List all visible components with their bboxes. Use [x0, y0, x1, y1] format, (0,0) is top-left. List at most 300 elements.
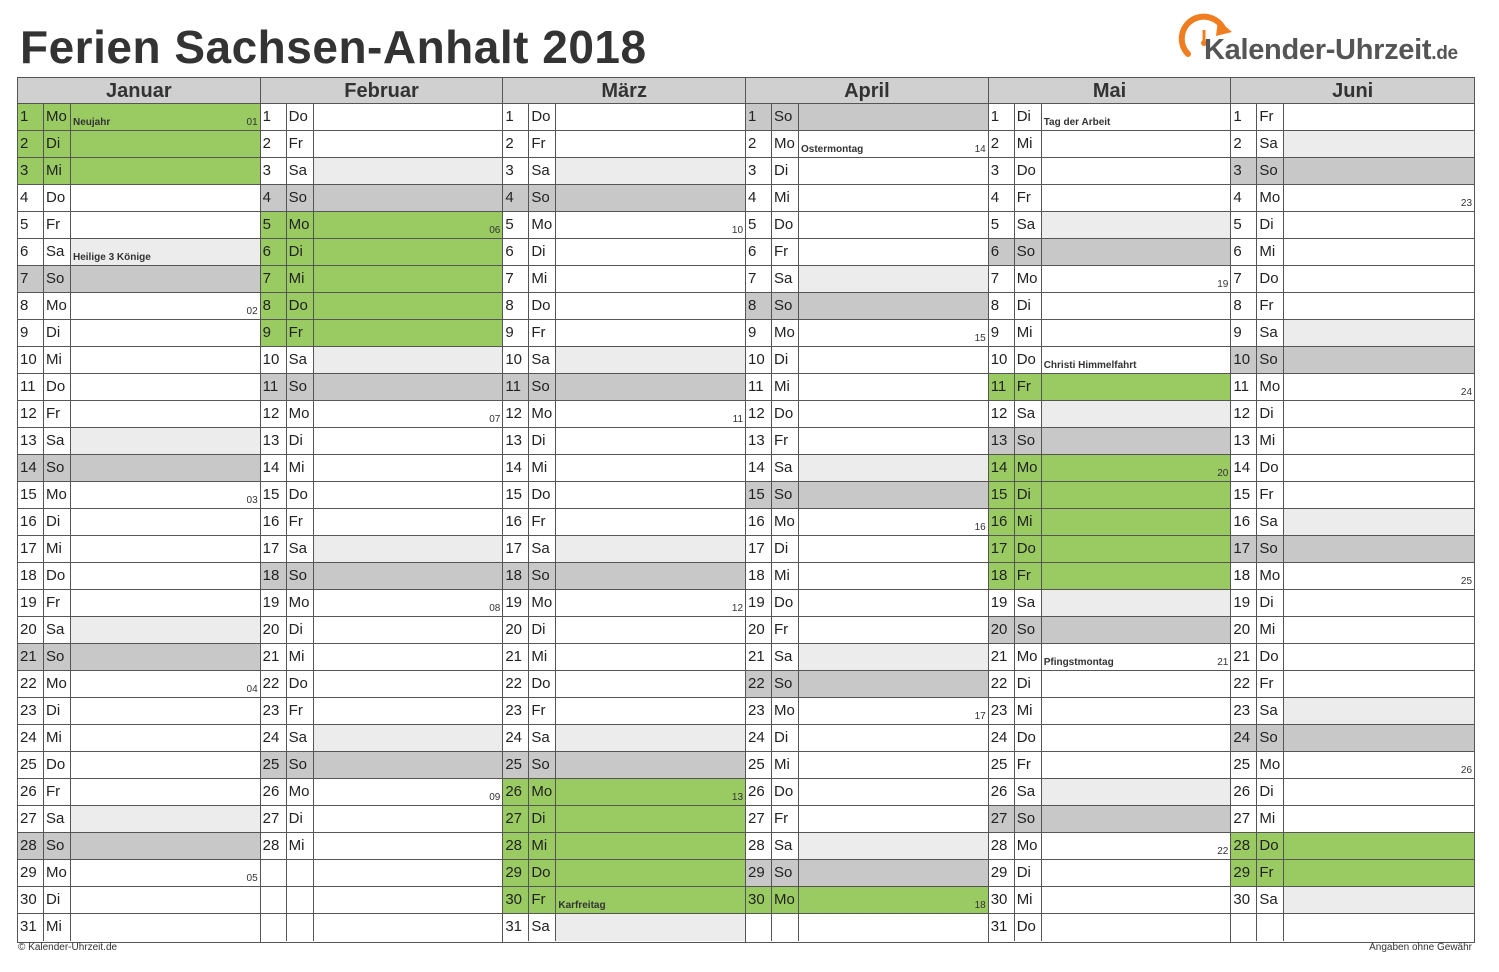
weekday-label: Sa — [772, 644, 799, 670]
day-number: 11 — [261, 374, 287, 400]
day-number — [1231, 914, 1257, 941]
day-row[interactable] — [746, 644, 988, 671]
day-row[interactable] — [989, 644, 1231, 671]
weekday-label: Sa — [529, 347, 556, 373]
day-row[interactable] — [1231, 455, 1474, 482]
day-number: 26 — [18, 779, 44, 805]
day-number: 17 — [989, 536, 1015, 562]
day-row[interactable] — [1231, 212, 1474, 239]
day-row[interactable] — [503, 833, 745, 860]
weekday-label: Do — [772, 401, 799, 427]
day-info — [799, 104, 988, 130]
day-row[interactable] — [503, 131, 745, 158]
day-row[interactable] — [1231, 860, 1474, 887]
day-row[interactable] — [989, 158, 1231, 185]
day-info — [556, 158, 745, 184]
day-info — [799, 347, 988, 373]
day-row[interactable] — [18, 293, 260, 320]
day-number: 4 — [503, 185, 529, 211]
day-info — [1284, 590, 1474, 616]
week-number: 20 — [1217, 468, 1229, 479]
day-number: 22 — [746, 671, 772, 697]
day-info — [1042, 590, 1231, 616]
day-info — [556, 833, 745, 859]
day-row[interactable] — [1231, 806, 1474, 833]
day-row[interactable] — [1231, 320, 1474, 347]
day-row[interactable] — [989, 725, 1231, 752]
day-row[interactable] — [1231, 428, 1474, 455]
day-row[interactable] — [503, 212, 745, 239]
day-info — [799, 212, 988, 238]
day-row[interactable] — [261, 644, 503, 671]
day-row[interactable] — [261, 401, 503, 428]
weekday-label: So — [1015, 239, 1042, 265]
day-row[interactable] — [989, 455, 1231, 482]
day-row[interactable] — [746, 482, 988, 509]
day-number: 28 — [746, 833, 772, 859]
day-row[interactable] — [746, 563, 988, 590]
day-number: 3 — [989, 158, 1015, 184]
day-row[interactable] — [1231, 644, 1474, 671]
weekday-label: Mo — [1015, 266, 1042, 292]
day-info — [314, 185, 503, 211]
day-row[interactable] — [18, 914, 260, 941]
weekday-label: Di — [1015, 104, 1042, 130]
day-number: 20 — [503, 617, 529, 643]
weekday-label: Do — [1015, 725, 1042, 751]
day-number: 23 — [746, 698, 772, 724]
day-row[interactable] — [1231, 698, 1474, 725]
day-row[interactable] — [18, 590, 260, 617]
day-info — [71, 914, 260, 941]
weekday-label: So — [287, 185, 314, 211]
day-row[interactable] — [1231, 779, 1474, 806]
day-info — [314, 212, 503, 238]
day-info — [799, 185, 988, 211]
weekday-label: Di — [44, 131, 71, 157]
day-row[interactable] — [989, 833, 1231, 860]
day-info — [1284, 428, 1474, 454]
day-info — [799, 374, 988, 400]
day-row[interactable] — [261, 239, 503, 266]
day-row[interactable] — [18, 320, 260, 347]
day-number: 5 — [18, 212, 44, 238]
day-info — [314, 158, 503, 184]
weekday-label: Fr — [44, 401, 71, 427]
day-row[interactable] — [18, 347, 260, 374]
day-row — [1231, 914, 1474, 941]
day-number: 14 — [746, 455, 772, 481]
day-info — [1284, 536, 1474, 562]
day-row[interactable] — [1231, 752, 1474, 779]
day-row[interactable] — [503, 401, 745, 428]
holiday-label: Heilige 3 Könige — [73, 252, 151, 263]
day-info — [71, 617, 260, 643]
week-number: 21 — [1217, 657, 1229, 668]
day-row[interactable] — [18, 131, 260, 158]
day-info — [71, 725, 260, 751]
day-row[interactable] — [503, 914, 745, 941]
day-row[interactable] — [746, 617, 988, 644]
day-row[interactable] — [503, 671, 745, 698]
day-row[interactable] — [503, 806, 745, 833]
day-row[interactable] — [503, 104, 745, 131]
day-number: 11 — [1231, 374, 1257, 400]
day-info — [556, 455, 745, 481]
day-row[interactable] — [261, 536, 503, 563]
day-row[interactable] — [989, 806, 1231, 833]
day-number: 4 — [1231, 185, 1257, 211]
day-row[interactable] — [261, 374, 503, 401]
day-info — [71, 131, 260, 157]
day-row[interactable] — [1231, 104, 1474, 131]
day-row[interactable] — [503, 185, 745, 212]
day-row[interactable] — [989, 401, 1231, 428]
day-row[interactable] — [1231, 158, 1474, 185]
day-row[interactable] — [989, 428, 1231, 455]
day-number: 18 — [18, 563, 44, 589]
day-row[interactable] — [746, 266, 988, 293]
day-row[interactable] — [746, 833, 988, 860]
day-row[interactable] — [989, 617, 1231, 644]
day-info — [1042, 536, 1231, 562]
day-info — [71, 644, 260, 670]
weekday-label: Mo — [1015, 833, 1042, 859]
day-row[interactable] — [18, 833, 260, 860]
week-number: 01 — [246, 117, 258, 128]
weekday-label — [1257, 914, 1284, 941]
day-info — [1284, 158, 1474, 184]
day-row[interactable] — [989, 590, 1231, 617]
weekday-label: Sa — [772, 833, 799, 859]
day-row[interactable] — [746, 293, 988, 320]
weekday-label: Di — [1257, 590, 1284, 616]
day-row[interactable] — [1231, 131, 1474, 158]
day-row[interactable] — [503, 887, 745, 914]
day-row[interactable] — [1231, 563, 1474, 590]
day-row[interactable] — [989, 185, 1231, 212]
day-row[interactable] — [1231, 239, 1474, 266]
day-row[interactable] — [1231, 293, 1474, 320]
day-info — [314, 428, 503, 454]
day-row[interactable] — [746, 320, 988, 347]
day-number: 22 — [261, 671, 287, 697]
weekday-label: Do — [1257, 455, 1284, 481]
day-number: 16 — [989, 509, 1015, 535]
day-row[interactable] — [746, 536, 988, 563]
day-row[interactable] — [989, 671, 1231, 698]
holiday-label: Pfingstmontag — [1043, 657, 1114, 668]
day-row[interactable] — [261, 806, 503, 833]
day-row[interactable] — [989, 104, 1231, 131]
day-row[interactable] — [503, 482, 745, 509]
day-row[interactable] — [261, 482, 503, 509]
day-row[interactable] — [18, 482, 260, 509]
month-column — [503, 78, 746, 942]
weekday-label: Sa — [287, 536, 314, 562]
day-row[interactable] — [503, 590, 745, 617]
day-info — [556, 887, 745, 913]
day-row[interactable] — [503, 563, 745, 590]
day-info — [1042, 860, 1231, 886]
day-row[interactable] — [746, 509, 988, 536]
day-row[interactable] — [18, 185, 260, 212]
day-info — [314, 671, 503, 697]
day-info — [556, 401, 745, 427]
day-row[interactable] — [746, 698, 988, 725]
day-row[interactable] — [18, 509, 260, 536]
day-row[interactable] — [989, 779, 1231, 806]
day-row[interactable] — [1231, 266, 1474, 293]
day-number: 12 — [989, 401, 1015, 427]
day-row[interactable] — [503, 644, 745, 671]
day-row[interactable] — [261, 158, 503, 185]
day-row[interactable] — [989, 860, 1231, 887]
day-info — [1042, 104, 1231, 130]
day-number: 15 — [746, 482, 772, 508]
weekday-label: Di — [772, 725, 799, 751]
weekday-label: Do — [772, 779, 799, 805]
day-row[interactable] — [261, 590, 503, 617]
day-row[interactable] — [18, 887, 260, 914]
day-row[interactable] — [503, 752, 745, 779]
day-row[interactable] — [746, 212, 988, 239]
day-row[interactable] — [18, 428, 260, 455]
logo-text — [1204, 34, 1458, 67]
weekday-label: So — [1257, 725, 1284, 751]
weekday-label: Mi — [287, 266, 314, 292]
day-row[interactable] — [261, 617, 503, 644]
day-row[interactable] — [503, 725, 745, 752]
day-row[interactable] — [261, 428, 503, 455]
day-row[interactable] — [261, 212, 503, 239]
disclaimer-note: Angaben ohne Gewähr — [1369, 942, 1472, 953]
day-row[interactable] — [18, 536, 260, 563]
day-row[interactable] — [261, 671, 503, 698]
week-number: 09 — [489, 792, 501, 803]
day-number: 28 — [503, 833, 529, 859]
day-info — [556, 482, 745, 508]
day-row[interactable] — [261, 779, 503, 806]
day-row[interactable] — [746, 347, 988, 374]
day-row[interactable] — [18, 779, 260, 806]
day-row[interactable] — [18, 860, 260, 887]
day-row[interactable] — [261, 185, 503, 212]
day-row[interactable] — [261, 293, 503, 320]
day-row[interactable] — [989, 509, 1231, 536]
day-row[interactable] — [18, 374, 260, 401]
day-row[interactable] — [989, 887, 1231, 914]
day-row[interactable] — [746, 104, 988, 131]
day-row[interactable] — [18, 806, 260, 833]
day-row[interactable] — [746, 725, 988, 752]
day-row[interactable] — [1231, 374, 1474, 401]
day-row[interactable] — [989, 752, 1231, 779]
day-row[interactable] — [1231, 671, 1474, 698]
day-row[interactable] — [503, 536, 745, 563]
day-row[interactable] — [503, 428, 745, 455]
day-row[interactable] — [503, 347, 745, 374]
day-row[interactable] — [503, 509, 745, 536]
day-info — [1284, 725, 1474, 751]
day-number: 12 — [261, 401, 287, 427]
day-row[interactable] — [989, 347, 1231, 374]
day-row[interactable] — [1231, 401, 1474, 428]
day-row[interactable] — [503, 293, 745, 320]
day-row[interactable] — [1231, 617, 1474, 644]
day-number: 17 — [503, 536, 529, 562]
day-row[interactable] — [503, 455, 745, 482]
weekday-label: Fr — [1257, 293, 1284, 319]
day-row[interactable] — [746, 887, 988, 914]
day-row[interactable] — [746, 590, 988, 617]
weekday-label — [287, 887, 314, 913]
day-number: 19 — [1231, 590, 1257, 616]
day-row[interactable] — [746, 239, 988, 266]
day-row[interactable] — [746, 806, 988, 833]
day-row[interactable] — [261, 320, 503, 347]
day-number: 20 — [261, 617, 287, 643]
day-row[interactable] — [503, 158, 745, 185]
day-row[interactable] — [746, 671, 988, 698]
day-row[interactable] — [1231, 536, 1474, 563]
day-row[interactable] — [989, 293, 1231, 320]
day-number: 26 — [746, 779, 772, 805]
day-row[interactable] — [989, 266, 1231, 293]
day-row[interactable] — [18, 563, 260, 590]
day-row[interactable] — [989, 212, 1231, 239]
weekday-label: Di — [287, 617, 314, 643]
day-row[interactable] — [18, 455, 260, 482]
day-number: 20 — [1231, 617, 1257, 643]
day-row[interactable] — [261, 455, 503, 482]
day-row[interactable] — [18, 752, 260, 779]
day-row[interactable] — [989, 131, 1231, 158]
day-row[interactable] — [18, 401, 260, 428]
day-row[interactable] — [1231, 509, 1474, 536]
day-number: 31 — [503, 914, 529, 941]
holiday-label: Christi Himmelfahrt — [1043, 360, 1137, 371]
day-row[interactable] — [261, 752, 503, 779]
day-info — [556, 104, 745, 130]
week-number: 06 — [489, 225, 501, 236]
day-row[interactable] — [746, 455, 988, 482]
day-row[interactable] — [989, 320, 1231, 347]
brand-logo[interactable] — [1174, 10, 1474, 74]
day-row[interactable] — [503, 239, 745, 266]
day-row[interactable] — [503, 617, 745, 644]
day-row[interactable] — [18, 725, 260, 752]
day-number: 30 — [18, 887, 44, 913]
day-row[interactable] — [18, 104, 260, 131]
weekday-label: Sa — [44, 239, 71, 265]
day-row[interactable] — [503, 698, 745, 725]
day-row[interactable] — [989, 374, 1231, 401]
day-info — [1284, 887, 1474, 913]
day-number: 19 — [746, 590, 772, 616]
day-row[interactable] — [18, 212, 260, 239]
holiday-label: Neujahr — [73, 117, 111, 128]
day-row[interactable] — [261, 509, 503, 536]
day-row[interactable] — [989, 698, 1231, 725]
week-number: 19 — [1217, 279, 1229, 290]
day-row[interactable] — [261, 563, 503, 590]
day-row[interactable] — [1231, 725, 1474, 752]
day-row[interactable] — [746, 860, 988, 887]
day-row[interactable] — [261, 131, 503, 158]
day-row[interactable] — [503, 860, 745, 887]
weekday-label: Sa — [44, 428, 71, 454]
day-info — [799, 725, 988, 751]
day-row[interactable] — [503, 374, 745, 401]
day-row[interactable] — [261, 725, 503, 752]
day-info — [71, 428, 260, 454]
day-info — [1042, 725, 1231, 751]
day-row[interactable] — [261, 104, 503, 131]
day-number — [746, 914, 772, 941]
day-row[interactable] — [503, 266, 745, 293]
day-info — [799, 806, 988, 832]
day-row[interactable] — [746, 428, 988, 455]
day-number: 27 — [989, 806, 1015, 832]
day-info — [1042, 293, 1231, 319]
day-row[interactable] — [746, 374, 988, 401]
day-row[interactable] — [1231, 347, 1474, 374]
day-row[interactable] — [18, 239, 260, 266]
day-number: 2 — [1231, 131, 1257, 157]
day-row[interactable] — [503, 779, 745, 806]
weekday-label: Fr — [1015, 374, 1042, 400]
day-row[interactable] — [1231, 833, 1474, 860]
day-row[interactable] — [1231, 887, 1474, 914]
weekday-label: So — [529, 563, 556, 589]
day-row[interactable] — [989, 482, 1231, 509]
day-row[interactable] — [1231, 482, 1474, 509]
day-number: 23 — [18, 698, 44, 724]
day-row[interactable] — [503, 320, 745, 347]
day-row[interactable] — [18, 158, 260, 185]
day-row[interactable] — [746, 779, 988, 806]
day-row[interactable] — [261, 347, 503, 374]
day-info — [314, 779, 503, 805]
day-row[interactable] — [989, 914, 1231, 941]
day-row[interactable] — [18, 266, 260, 293]
day-row[interactable] — [261, 833, 503, 860]
day-number: 3 — [503, 158, 529, 184]
day-row[interactable] — [1231, 590, 1474, 617]
day-info — [1042, 401, 1231, 427]
day-row[interactable] — [989, 563, 1231, 590]
day-row[interactable] — [261, 266, 503, 293]
weekday-label: Mo — [44, 482, 71, 508]
day-row[interactable] — [18, 644, 260, 671]
day-row[interactable] — [746, 158, 988, 185]
day-row[interactable] — [18, 671, 260, 698]
day-row[interactable] — [261, 698, 503, 725]
day-row[interactable] — [18, 698, 260, 725]
day-row[interactable] — [1231, 185, 1474, 212]
day-info — [1042, 239, 1231, 265]
day-row[interactable] — [746, 185, 988, 212]
day-row[interactable] — [746, 131, 988, 158]
weekday-label: Do — [287, 104, 314, 130]
day-row[interactable] — [989, 536, 1231, 563]
day-row[interactable] — [746, 401, 988, 428]
day-row[interactable] — [18, 617, 260, 644]
day-number: 4 — [746, 185, 772, 211]
day-row[interactable] — [746, 752, 988, 779]
day-row[interactable] — [989, 239, 1231, 266]
